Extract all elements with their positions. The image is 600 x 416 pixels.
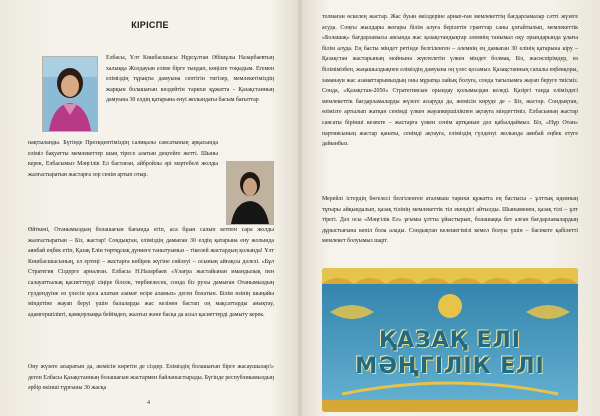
woman-portrait-icon xyxy=(43,57,97,131)
right-paragraph-1: толмаған өскелең жастар. Жас буын өкілдеріне арнап-ған мемлекеттің бағдарламалар сәтті жүзеге асуда. Соңғы жылдары жоғары білім алуға берілетін гранттар саны ұлғайтылып, мемлекеттік «Болашақ» бағдарламасы аясында жас қазақстандықтар әлемнің танымал оқу орындарында ұлағы білім алуда. Ең басты міндет ретінде белгіленген – әлемнің ең дамыған 30 елінің қатарына кіру – Қазақстан жастарының мойнына жүктелетін үлкен міндет болмақ. Біз, жасөспірімдер, өз білімімізбен, жаңашылдықпен еліміздің дамуына оң үлес қосамыз. Қазақстанның сапалы еңбекқоры, заманауи жас азаматтарымыздың оны мұратқа лайық болуға, сонда тағылымға жауап беруге тиісміз. Сонда, «Қазақстан-2050» Стратегиясын орындау қолымыздан келеді. Қазіргі таңда еліміздегі мемлекеттік бағдарламаларды жүзеге асыруда да, жемісін көруде де – Біз, жастар. Сондықтан, өзімізге артылып жатқан сенімді үлкен жауапкершілікпен ақтауға міндеттіміз. Елбасының жастар саясаты бірінші кезекте – жастарға үлкен сенім артқанын дәл қабылдаймыз. Біз, «Нұр Отан» партиясының жастар қанаты, сенімді ақтауға, еліміздің гүлденуі жолында аянбай еңбек етуге дайынбыз. xyxy=(322,14,578,148)
intro-paragraph: Елбасы, Ұлт Көшбасшысы Нұрсұлтан Әбішұлы Назарбаевтың халыққа Жолдауын еліме бірге тыңдап, көңілге тоқыдым. Егемен еліміздің тұрақты дамуына септігін тигізер, мемлекетіміздің жарқын болашағын көздейтін тарихи құжатта - Қазақстанның дамуына 30 елдің қатарына енуі жолындағы басым бағыттар xyxy=(106,55,274,104)
page-number: 4 xyxy=(147,400,150,406)
page-heading: КІРІСПЕ xyxy=(131,20,169,30)
right-page xyxy=(300,0,600,416)
person-portrait-icon xyxy=(227,162,273,224)
paragraph-2: нақтыланды. Бүгінде Президентіміздің салиқалы саясатының арқасында еліміз бақуатты мемлекеттер шың тіресе алатын деңгейге жетті. Шыны керек, Елбасымыз Мәңгілік Ел бастаған, айбройлы әрі мәртебелі жолды жалғастыратын жастарға зор сенім артып отыр. xyxy=(28,140,218,178)
author-photo xyxy=(42,56,98,132)
kazakh-eli-banner xyxy=(322,268,578,412)
student-photo xyxy=(226,161,274,225)
right-paragraph-2: Мерейлі істердің бөгелесі белгіленген аталмыш тарихи құжатта ең бастысы – ұлттық идеяның тұғыры айқындалып, қазақ тілінің мемлекеттік тіл екендігі айтылды. Шыныменен, қазақ тілі – ұлт тірегі. Дәл осы «Мәңгілік Ел» ұғымы ұлтты ұйыстырып, болашаққа бет алған бағдарламалардың дұрыстығына кепіл бола алады. Сондықтан келешегімізі кемел болуы үшін – басекеге қабілетті мемлекет болуымыз шарт. xyxy=(322,196,578,245)
banner-title-line-2: МӘҢГІЛІК ЕЛІ xyxy=(355,354,545,379)
banner-title-line-1: ҚАЗАҚ ЕЛІ xyxy=(379,328,521,353)
paragraph-4: Ону жүзеге асыратын да, жемісін көретін де сіздер. Еліміздің болашағын бірге жасаушылар!» деген Елбасы Қазақстанның болашағын жастармен байланыстырады. Бүгінде республикамыздың әрбір екінші тұрғыны 30 жасқа xyxy=(28,364,274,392)
paragraph-3: Өйткені, Отанымыздың болашағын бағында егіп, аса бұын салып кетпен сара жолды жалғастыратын – Біз, жастар! Сондықтан, еліміздің дамыған 30 елдің қатарына ену жолында аянбай еңбек етіп, Қазақ Елін төртқұлақ дүниеге танытуымыз – тікелей жастардың қолында! Ұлт Көшбасшысының, ел ертеңі – жастарға көбірек жүгіне сөйлеуі – осының айғақсы дәлелі. «Бұл Стратегия Сіздерге арналған. Елбасы Н.Назарбаев «Ұлағра жастайынан имандылық пен салауаттылық қасиеттерді сіңіре білсек, төрбиелесек, сонда біз рухы дамыған Отанымыздың гүлдендуіне өз үлесін қоса алатын азамат өсіре аламыз» деген болатын. Білім өзінің шыңайы міндетіне жауап беруі үшін балаларды жас кезінен бастап оң мақсаттарды анықтау, адамгершілікті, қамқорлыққа бейімдеп, жалғыз және басқа да асыл қасиеттерді дамыту керек. xyxy=(28,227,274,318)
